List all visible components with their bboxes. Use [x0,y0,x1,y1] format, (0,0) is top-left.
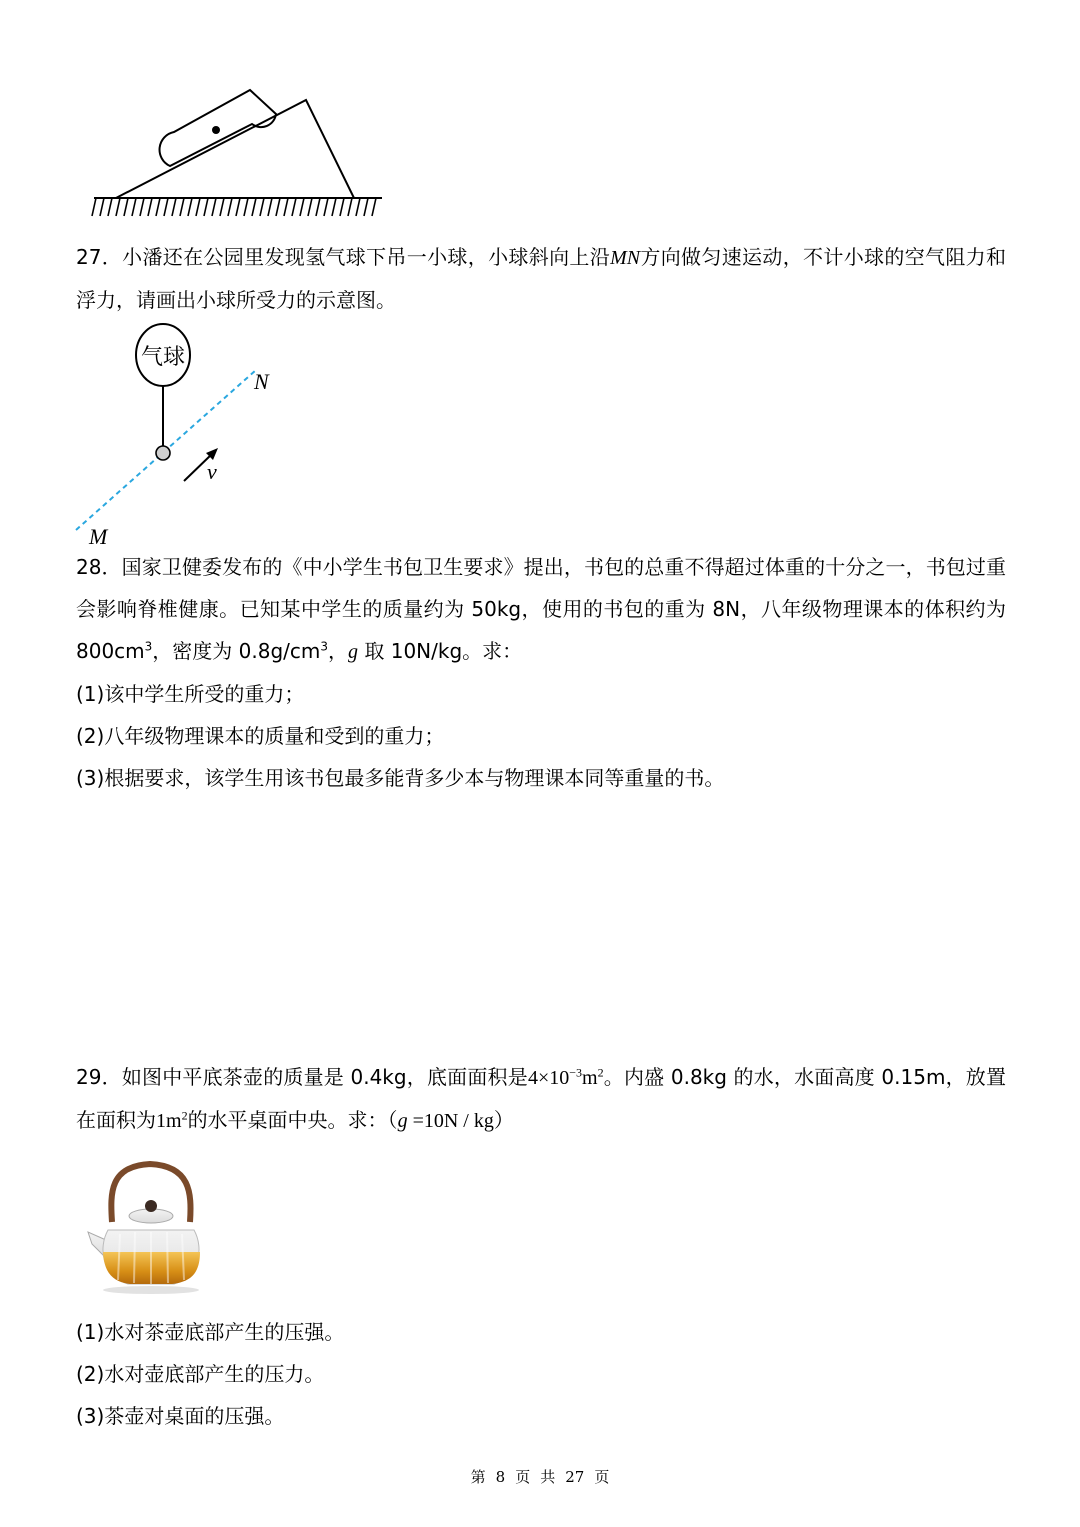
q29-text-b: 。内盛 0.8kg 的水，水面高度 0.15m，放置在面积为 [76,1065,1006,1132]
q28-text-d: 取 10N/kg。求： [358,639,523,663]
question-29 [76,1056,1006,1142]
balloon-figure [70,322,310,550]
q29-table-area: 1m [156,1110,182,1132]
footer-ye1: 页 [515,1468,531,1486]
q29-number: 29． [76,1065,122,1089]
incline-wedge [116,100,354,198]
footer-ye2: 页 [594,1468,610,1486]
point-n-label: N [254,369,269,394]
balloon-label: 气球 [140,345,186,370]
velocity-label: v [207,459,217,484]
question-28 [76,546,1006,673]
teapot-image [80,1152,220,1298]
teapot-shadow [103,1286,199,1294]
footer-di: 第 [470,1468,486,1486]
q27-text-a: 小潘还在公园里发现氢气球下吊一小球，小球斜向上沿 [122,245,611,269]
footer-total-pages: 27 [565,1468,585,1486]
q28-text-a: 国家卫健委发布的《中小学生书包卫生要求》提出，书包的总重不得超过体重的十分之一，书包过重会影响脊椎健康。已知某中学生的质量约为 50kg，使用的书包的重为 8N，八年级物理课本的体积约为 800cm [76,555,1007,663]
q27-number: 27． [76,245,123,269]
q28-sub1: (1)该中学生所受的重力； [76,682,305,706]
q29-area-unit: m [582,1067,598,1089]
q29-area-unit-exp: 2 [597,1065,604,1080]
q29-sub2: (2)水对壶底部产生的压力。 [76,1362,325,1386]
q29-sub1: (1)水对茶壶底部产生的压强。 [76,1320,345,1344]
page-footer [0,1466,1080,1487]
q27-text-b: 方向做匀速运动，不计小球的空气阻力和浮力，请画出小球所受力的示意图。 [76,245,1007,312]
q28-sub2: (2)八年级物理课本的质量和受到的重力； [76,724,445,748]
small-ball [156,446,170,460]
lid-knob [145,1200,157,1212]
footer-gong: 共 [540,1468,556,1486]
q29-g-rest: =10N / kg [407,1110,494,1132]
q28-g: g [348,641,359,663]
q29-text-a: 如图中平底茶壶的质量是 0.4kg，底面面积是 [121,1065,528,1089]
incline-figure [88,86,388,222]
q28-text-c: ， [328,639,349,663]
q29-text-c: 的水平桌面中央。求：（ [187,1108,398,1132]
q29-area-a: 4×10 [527,1067,570,1089]
q29-g: g [397,1110,408,1132]
point-m-label: M [89,524,108,549]
q29-sub3: (3)茶壶对桌面的压强。 [76,1404,285,1428]
center-dot [212,126,220,134]
q28-sup1: 3 [144,639,153,654]
q27-mn: MN [610,247,641,269]
q29-table-area-exp: 2 [181,1108,188,1123]
q29-text-d: ） [493,1108,514,1132]
q28-sub3: (3)根据要求，该学生用该书包最多能背多少本与物理课本同等重量的书。 [76,766,725,790]
q28-text-b: ，密度为 0.8g/cm [152,639,321,663]
q29-area-exp: −3 [569,1065,582,1080]
footer-page-number: 8 [495,1468,506,1486]
question-27 [76,236,1006,321]
q28-number: 28． [76,555,122,579]
q28-sup2: 3 [320,639,329,654]
